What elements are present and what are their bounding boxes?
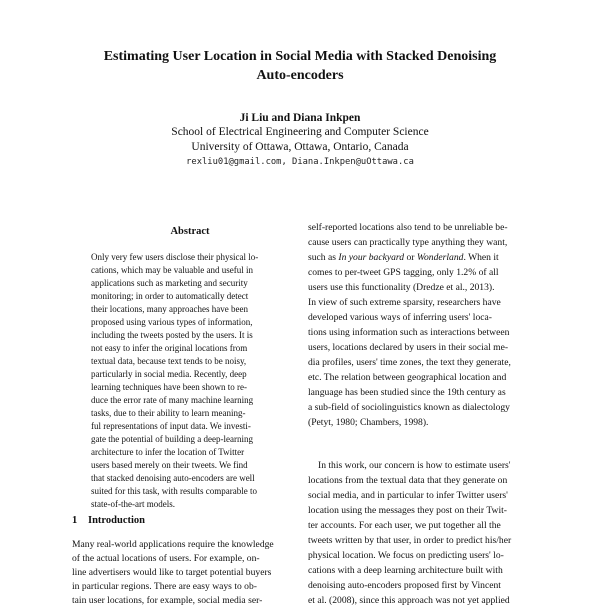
abstract-line: textual data, because text tends to be noisy, — [91, 356, 247, 366]
body-line: ter accounts. For each user, we put together all the — [308, 520, 501, 531]
title-line: Auto-encoders — [256, 68, 344, 83]
italic-text: Wonderland — [416, 252, 464, 263]
body-line: (Petyt, 1980; Chambers, 1998). — [308, 417, 429, 428]
author-names: Ji Liu and Diana Inkpen — [239, 112, 361, 124]
abstract-line: particularly in social media. Recently, deep — [91, 369, 247, 379]
abstract-line: learning techniques have been shown to re- — [91, 382, 247, 392]
body-line: a sub-field of sociolinguistics known as dialectology — [308, 402, 510, 413]
body-line: line advertisers would like to target potential buyers — [72, 567, 272, 578]
abstract-line: suited for this task, with results comparable to — [91, 486, 257, 496]
abstract-line: applications such as marketing and security — [91, 278, 248, 288]
body-line: et al. (2008), since this approach was not yet applied — [308, 595, 510, 606]
body-line: In this work, our concern is how to estimate users' — [318, 460, 511, 471]
body-line: location using the messages they post on their Twit- — [308, 505, 507, 516]
body-line: locations from the textual data that they generate on — [308, 475, 508, 486]
body-line: comes to per-tweet GPS tagging, only 1.2% of all — [308, 267, 499, 278]
body-line: cause users can practically type anything they want, — [308, 237, 508, 248]
body-line: users use this functionality (Dredze et al., 2013). — [308, 282, 495, 293]
body-line: cations with a deep learning architecture built with — [308, 565, 503, 576]
body-line: of the actual locations of users. For example, on- — [72, 553, 260, 564]
body-line: developed various ways of inferring users' loca- — [308, 312, 492, 323]
author-emails: rexliu01@gmail.com, Diana.Inkpen@uOttawa.ca — [186, 157, 414, 167]
abstract-line: not easy to infer the original locations from — [91, 343, 248, 353]
body-line: In view of such extreme sparsity, researchers have — [308, 297, 501, 308]
abstract-line: gate the potential of building a deep-learning — [91, 434, 253, 444]
abstract-line: their locations, many approaches have been — [91, 304, 248, 314]
title-line: Estimating User Location in Social Media with Stacked Denoising — [103, 49, 497, 64]
abstract-line: duce the error rate of many machine learning — [91, 395, 254, 405]
body-line: Many real-world applications require the knowledge — [72, 539, 274, 550]
body-line — [308, 251, 528, 264]
abstract-line: state-of-the-art models. — [91, 499, 175, 509]
body-line: etc. The relation between geographical location and — [308, 372, 507, 383]
body-line: social media, and in particular to infer Twitter users' — [308, 490, 508, 501]
abstract-line: users based merely on their tweets. We find — [91, 460, 248, 470]
body-line: language has been studied since the 19th century as — [308, 387, 506, 398]
body-line: users, locations declared by users in their social me- — [308, 342, 509, 353]
body-line: denoising auto-encoders proposed first by Vincent — [308, 580, 501, 591]
affiliation-university: University of Ottawa, Ottawa, Ontario, Canada — [191, 141, 409, 153]
text-run: such as — [308, 252, 339, 263]
section-heading-introduction — [72, 514, 145, 528]
abstract-line: ful representations of input data. We investi- — [91, 421, 251, 431]
body-line: in particular regions. There are easy ways to ob- — [72, 581, 257, 592]
section-title: Introduction — [88, 515, 145, 526]
abstract-line: cations, which may be valuable and useful in — [91, 265, 253, 275]
paper-title — [60, 47, 540, 85]
text-run: . When it — [463, 252, 499, 263]
body-line: dia profiles, users' time zones, the text they generate, — [308, 357, 511, 368]
italic-text: In your backyard — [338, 252, 405, 263]
body-line: tain user locations, for example, social media ser- — [72, 595, 263, 606]
abstract-line: monitoring; in order to automatically detect — [91, 291, 249, 301]
abstract-line: Only very few users disclose their physical lo- — [91, 252, 259, 262]
body-line: self-reported locations also tend to be unreliable be- — [308, 222, 508, 233]
abstract-line: that stacked denoising auto-encoders are well — [91, 473, 255, 483]
abstract-line: tasks, due to their ability to learn meaning- — [91, 408, 246, 418]
abstract-heading: Abstract — [170, 226, 210, 237]
abstract-line: proposed using various types of information, — [91, 317, 253, 327]
body-line: tions using information such as interactions between — [308, 327, 510, 338]
text-run: or — [404, 252, 417, 263]
body-line: physical location. We focus on predicting users' lo- — [308, 550, 504, 561]
body-line: tweets written by that user, in order to predict his/her — [308, 535, 512, 546]
section-number: 1 — [72, 515, 78, 526]
affiliation-school: School of Electrical Engineering and Computer Science — [171, 126, 429, 138]
abstract-line: architecture to infer the location of Twitter — [91, 447, 245, 457]
abstract-line: including the tweets posted by the users. It is — [91, 330, 253, 340]
